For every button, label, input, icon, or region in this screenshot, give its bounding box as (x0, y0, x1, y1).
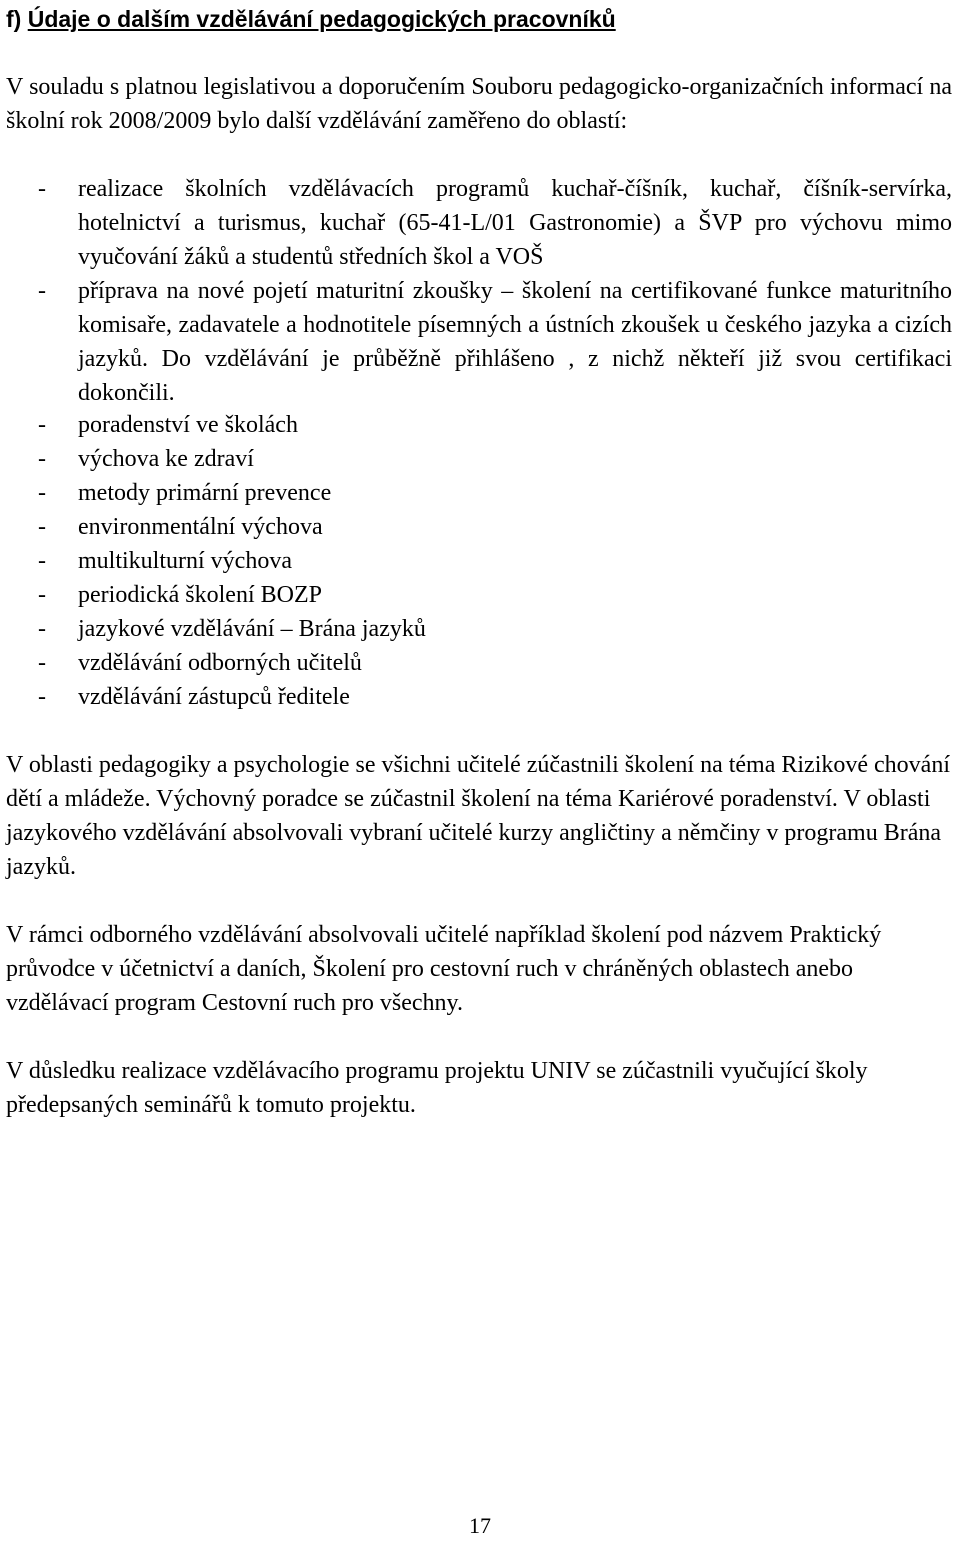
list-item (6, 172, 952, 274)
bullet-dash: - (38, 684, 46, 710)
bullet-dash: - (38, 548, 46, 574)
pedagogy-paragraph: V oblasti pedagogiky a psychologie se všichni učitelé zúčastnili školení na téma Rizikové chování dětí a mládeže. Výchovný poradce se zúčastnil školení na téma Kariérové poradenství. V oblasti jazykového vzdělávání absolvovali vybraní učitelé kurzy angličtiny a němčiny v programu Brána jazyků. (6, 752, 950, 880)
univ-project-paragraph: V důsledku realizace vzdělávacího programu projektu UNIV se zúčastnili vyučující školy předepsaných seminářů k tomuto projektu. (6, 1058, 868, 1118)
intro-paragraph: V souladu s platnou legislativou a doporučením Souboru pedagogicko-organizačních informací na školní rok 2008/2009 bylo další vzdělávání zaměřeno do oblastí: (6, 74, 952, 134)
bullet-dash: - (38, 616, 46, 642)
list-item (6, 408, 952, 442)
list-item-text: vzdělávání zástupců ředitele (78, 684, 350, 710)
bullet-dash: - (38, 650, 46, 676)
training-areas-list (6, 172, 952, 410)
list-item-text: realizace školních vzdělávacích programů kuchař-číšník, kuchař, číšník-servírka, hotelnictví a turismus, kuchař (65-41-L/01 Gastronomie) a ŠVP pro výchovu mimo vyučování žáků a studentů středních škol a VOŠ (78, 176, 952, 270)
list-item (6, 612, 952, 646)
bullet-dash: - (38, 582, 46, 608)
list-item-text: jazykové vzdělávání – Brána jazyků (78, 616, 426, 642)
list-item-text: metody primární prevence (78, 480, 332, 506)
list-item (6, 646, 952, 680)
section-title: Údaje o dalším vzdělávání pedagogických pracovníků (27, 6, 616, 32)
section-letter: f) (6, 6, 22, 32)
list-item-text: multikulturní výchova (78, 548, 292, 574)
bullet-dash: - (38, 480, 46, 506)
list-item-text: environmentální výchova (78, 514, 323, 540)
bullet-dash: - (38, 446, 46, 472)
section-heading (6, 4, 946, 34)
bullet-dash: - (38, 278, 46, 304)
training-topics-list (6, 408, 952, 714)
page-number: 17 (469, 1513, 491, 1538)
bullet-dash: - (38, 412, 46, 438)
list-item (6, 680, 952, 714)
bullet-dash: - (38, 176, 46, 202)
document-page (6, 0, 954, 1547)
list-item-text: vzdělávání odborných učitelů (78, 650, 362, 676)
list-item (6, 510, 952, 544)
list-item (6, 442, 952, 476)
list-item (6, 476, 952, 510)
professional-training-paragraph: V rámci odborného vzdělávání absolvovali učitelé například školení pod názvem Praktický průvodce v účetnictví a daních, Školení pro cestovní ruch v chráněných oblastech anebo vzdělávací program Cestovní ruch pro všechny. (6, 922, 882, 1016)
list-item-text: výchova ke zdraví (78, 446, 254, 472)
list-item-text: poradenství ve školách (78, 412, 298, 438)
list-item (6, 274, 952, 410)
list-item-text: příprava na nové pojetí maturitní zkoušky – školení na certifikované funkce maturitního komisaře, zadavatele a hodnotitele písemných a ústních zkoušek u českého jazyka a cizích jazyků. Do vzdělávání je průběžně přihlášeno , z nichž někteří již svou certifikaci dokončili. (78, 278, 952, 406)
list-item (6, 544, 952, 578)
list-item (6, 578, 952, 612)
bullet-dash: - (38, 514, 46, 540)
list-item-text: periodická školení BOZP (78, 582, 322, 608)
